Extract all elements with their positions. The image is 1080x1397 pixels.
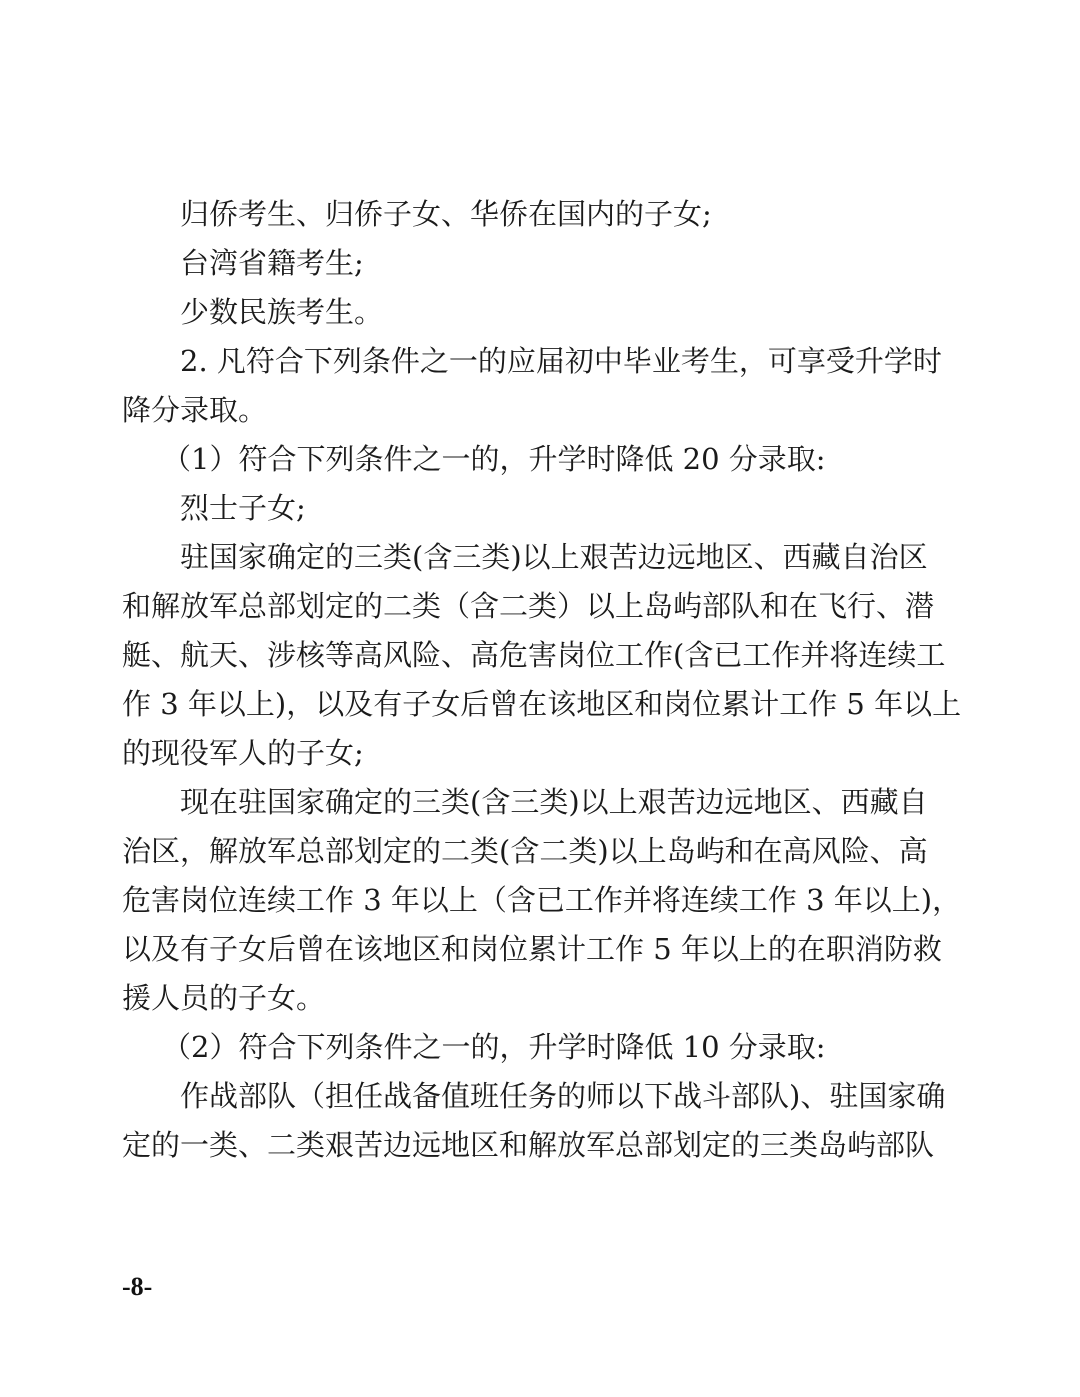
text-line: 的现役军人的子女; <box>122 736 364 770</box>
text-line: 归侨考生、归侨子女、华侨在国内的子女; <box>180 197 712 231</box>
text-line: 现在驻国家确定的三类(含三类)以上艰苦边远地区、西藏自 <box>180 785 928 819</box>
text-line: 2. 凡符合下列条件之一的应届初中毕业考生，可享受升学时 <box>180 344 942 378</box>
text-line: 治区，解放军总部划定的二类(含二类)以上岛屿和在高风险、高 <box>122 834 928 868</box>
text-line: 援人员的子女。 <box>122 981 326 1015</box>
text-line: 艇、航天、涉核等高风险、高危害岗位工作(含已工作并将连续工 <box>122 638 946 672</box>
text-line: （2）符合下列条件之一的，升学时降低 10 分录取: <box>162 1030 826 1064</box>
text-line: 降分录取。 <box>122 393 268 427</box>
page-number: -8- <box>122 1272 153 1301</box>
text-line: 危害岗位连续工作 3 年以上（含已工作并将连续工作 3 年以上)， <box>122 883 962 917</box>
text-line: 少数民族考生。 <box>180 295 384 329</box>
body-text <box>122 190 962 1170</box>
text-line: 驻国家确定的三类(含三类)以上艰苦边远地区、西藏自治区 <box>180 540 928 574</box>
text-line: 作战部队（担任战备值班任务的师以下战斗部队)、驻国家确 <box>180 1079 946 1113</box>
text-line: 烈士子女; <box>180 491 306 525</box>
text-line: 台湾省籍考生; <box>180 246 364 280</box>
text-line: （1）符合下列条件之一的，升学时降低 20 分录取: <box>162 442 826 476</box>
text-line: 以及有子女后曾在该地区和岗位累计工作 5 年以上的在职消防救 <box>122 932 942 966</box>
text-line: 定的一类、二类艰苦边远地区和解放军总部划定的三类岛屿部队 <box>122 1128 935 1162</box>
text-line: 和解放军总部划定的二类（含二类）以上岛屿部队和在飞行、潜 <box>122 589 935 623</box>
text-line: 作 3 年以上)，以及有子女后曾在该地区和岗位累计工作 5 年以上 <box>122 687 962 721</box>
